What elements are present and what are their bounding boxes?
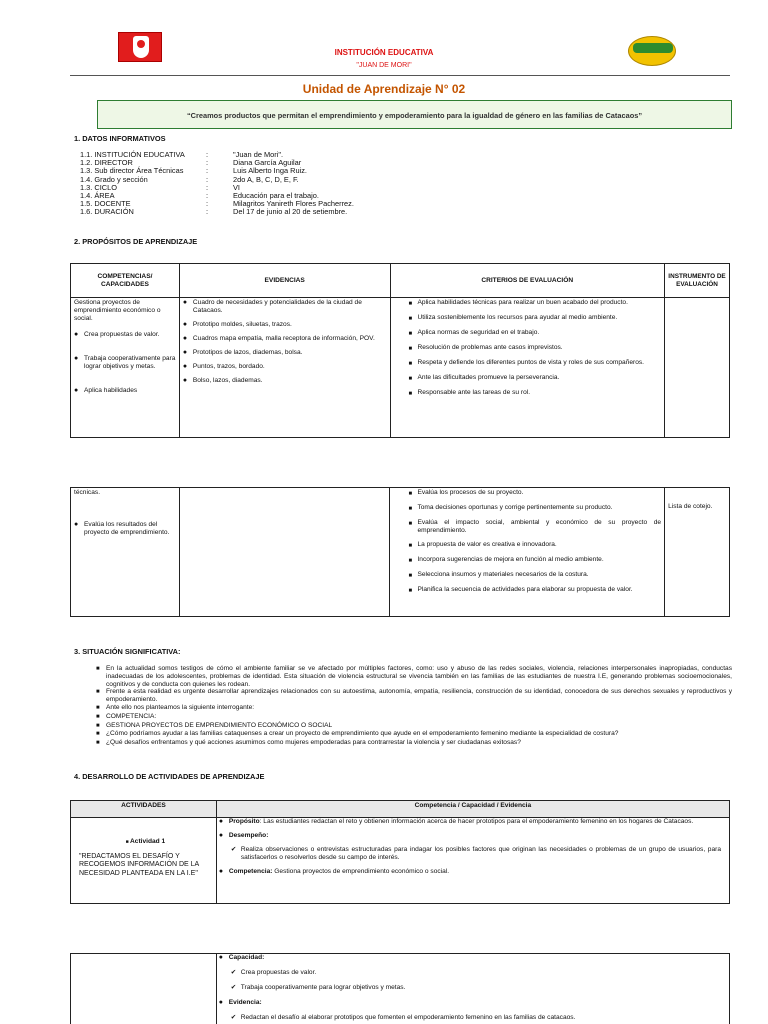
section-4-title: 4. DESARROLLO DE ACTIVIDADES DE APRENDIZAJE xyxy=(74,772,265,781)
list-item: ■ Ante ello nos planteamos la siguiente interrogante: xyxy=(96,703,255,711)
list-item: ■ La propuesta de valor es creativa e innovadora. xyxy=(408,541,557,549)
list-item: ■ Evalúa los procesos de su proyecto. xyxy=(408,489,524,497)
col-header-instrumento: INSTRUMENTO DE EVALUACIÓN xyxy=(665,264,730,298)
list-item: ■ Evalúa el impacto social, ambiental y económico de su proyecto de emprendimiento. xyxy=(408,519,662,534)
list-item: ● Evalúa los resultados del proyecto de emprendimiento. xyxy=(74,521,170,536)
activity-detail-cell xyxy=(216,818,729,904)
criterios-cell xyxy=(390,298,665,438)
data-row: 1.1. INSTITUCIÓN EDUCATIVA : "Juan de Mori". xyxy=(80,150,284,159)
header-divider xyxy=(70,75,730,76)
data-row: 1.4. Grado y sección : 2do A, B, C, D, E, F. xyxy=(80,174,299,184)
col-header-criterios: CRITERIOS DE EVALUACIÓN xyxy=(390,264,665,298)
list-item: ■ Planifica la secuencia de actividades para elaborar su propuesta de valor. xyxy=(408,586,633,594)
list-item: ● Puntos, trazos, bordado. xyxy=(182,363,265,370)
competencias-cell xyxy=(71,298,180,438)
col-header-evidencias: EVIDENCIAS xyxy=(179,264,390,298)
competencia-text: Gestiona proyectos de emprendimiento económico o social. xyxy=(74,299,161,322)
competencias-cell-continued xyxy=(71,488,180,617)
capacidad-detail: ✔ Crea propuestas de valor. xyxy=(230,969,317,976)
criterios-cell-continued xyxy=(390,488,665,617)
activity-cell xyxy=(71,818,217,904)
purposes-table-part-2 xyxy=(70,487,730,617)
activity-detail-cell-continued xyxy=(216,954,729,1024)
col-header-actividades: ACTIVIDADES xyxy=(71,801,217,818)
list-item: ■ Ante las dificultades promueve la perseverancia. xyxy=(408,374,560,382)
list-item: ● Cuadros mapa empatía, malla receptora de información, POV. xyxy=(182,335,375,342)
section-3-title: 3. SITUACIÓN SIGNIFICATIVA: xyxy=(74,647,181,656)
competencia-item: ● Competencia: Gestiona proyectos de emprendimiento económico o social. xyxy=(218,868,450,875)
list-item: ■ En la actualidad somos testigos de cómo el ambiente familiar se ve afectado por múltiples factores, como: uso y abuso de las redes sociales, violencia, relaciones interpersonales inapropiadas, conductas inadecuadas de los adolescentes, problemas de identidad. Esta situación de violencia estructural se vivencia también en las familias de las estudiantes de nuestra I.E, generando problemas socioemocionales, cognitivos y de conducta con quienes les rodean. xyxy=(96,665,732,688)
list-item: ■ Responsable ante las tareas de su rol. xyxy=(408,389,531,397)
list-item: ■ Aplica habilidades técnicas para realizar un buen acabado del producto. xyxy=(408,299,628,307)
evidencia-detail: ✔ Redactan el desafío al elaborar prototipos que fomenten el empoderamiento femenino en las familias de catacaos. xyxy=(230,1014,576,1021)
list-item: ● Bolso, lazos, diademas. xyxy=(182,377,263,384)
list-item: ● Aplica habilidades xyxy=(74,387,138,394)
school-crest-logo xyxy=(118,32,162,62)
desempeno-detail: ✔ Realiza observaciones o entrevistas estructuradas para indagar los posibles factores que originan las necesidades o problemas de un grupo de usuarios, para satisfacerlos o resolverlos desde su campo de interés. xyxy=(230,846,721,861)
unit-title: Unidad de Aprendizaje N° 02 xyxy=(302,82,466,96)
list-item: ■ ¿Qué desafíos enfrentamos y qué acciones asumimos como mujeres empoderadas para contrarrestar la violencia y ser ciudadanas exitosas? xyxy=(96,739,521,747)
list-item: ■ Frente a esta realidad es urgente desarrollar aprendizajes relacionados con su autoestima, autonomía, empatía, resiliencia, construcción de su identidad, conocedora de sus derechos sexuales y reproductivos y empoderamiento. xyxy=(96,688,732,704)
general-data-list xyxy=(80,151,354,217)
activity-title: ■ Actividad 1 xyxy=(125,838,166,845)
list-item: ■ ¿Cómo podríamos ayudar a las familias cataquenses a crear un proyecto de emprendimiento que ayude en el empoderamiento femenino mediante la especialidad de costura? xyxy=(96,730,619,738)
data-row: 1.6. DURACIÓN : Del 17 de junio al 20 de setiembre. xyxy=(80,207,348,217)
list-item: ■ COMPETENCIA: xyxy=(96,712,157,720)
list-item: ■ Respeta y defiende los diferentes puntos de vista y roles de sus compañeros. xyxy=(408,359,645,367)
data-row: 1.5. DOCENTE : Milagritos Yanireth Flores Pacherrez. xyxy=(80,199,354,209)
data-row: 1.2. DIRECTOR : Diana García Aguilar xyxy=(80,158,302,168)
section-1-title: 1. DATOS INFORMATIVOS xyxy=(74,134,166,143)
evidencia-item: ● Evidencia : xyxy=(218,999,262,1006)
purposes-table-part-1 xyxy=(70,263,730,438)
evidencias-cell xyxy=(179,298,390,438)
activities-table-part-2 xyxy=(70,953,730,1024)
desempeno-item: ● Desempeño : xyxy=(218,832,269,839)
list-item: ■ Toma decisiones oportunas y corrige pertinentemente su producto. xyxy=(408,504,613,512)
unit-motto: “Creamos productos que permitan el emprendimiento y empoderamiento para la igualdad de género en las familias de Catacaos” xyxy=(97,100,732,129)
list-item: ● Trabaja cooperativamente para lograr objetivos y metas. xyxy=(74,355,176,370)
list-item: ■ Incorpora sugerencias de mejora en función al medio ambiente. xyxy=(408,556,604,564)
capacidad-item: ● Capacidad : xyxy=(218,954,265,961)
list-item: ■ Utiliza sosteniblemente los recursos para ayudar al medio ambiente. xyxy=(408,314,618,322)
section-2-title: 2. PROPÓSITOS DE APRENDIZAJE xyxy=(74,237,198,246)
list-item: ● Cuadro de necesidades y potencialidades de la ciudad de Catacaos. xyxy=(182,299,362,314)
data-row: 1.4. ÁREA : Educación para el trabajo. xyxy=(80,190,319,200)
list-item: ■ Aplica normas de seguridad en el trabajo. xyxy=(408,329,540,337)
list-item: ● Prototipo moldes, siluetas, trazos. xyxy=(182,321,292,328)
school-name: "JUAN DE MORI" xyxy=(356,62,412,69)
evidencias-cell-continued xyxy=(179,488,390,617)
list-item: ● Prototipos de lazos, diademas, bolsa. xyxy=(182,349,303,356)
activity-cell-continued xyxy=(71,954,217,1024)
capacidad-continued-text: técnicas. xyxy=(74,489,101,496)
capacidad-detail: ✔ Trabaja cooperativamente para lograr objetivos y metas. xyxy=(230,984,406,991)
situation-list xyxy=(96,665,732,748)
data-row: 1.3. Sub director Área Técnicas : Luis Alberto Inga Ruiz. xyxy=(80,166,307,176)
list-item: ■ GESTIONA PROYECTOS DE EMPRENDIMIENTO ECONÓMICO O SOCIAL xyxy=(96,721,333,729)
proposito-item: ● Propósito: Las estudiantes redactan el reto y obtienen información acerca de hacer prototipos para el empoderamiento femenino en los hogares de Catacaos. xyxy=(218,818,694,825)
activities-table-part-1 xyxy=(70,800,730,904)
list-item: ● Crea propuestas de valor. xyxy=(74,331,160,338)
col-header-competencias: COMPETENCIAS/ CAPACIDADES xyxy=(71,264,180,298)
list-item: ■ Selecciona insumos y materiales necesarios de la costura. xyxy=(408,571,589,579)
activity-text: "REDACTAMOS EL DESAFÍO Y RECOGEMOS INFORMACIÓN DE LA NECESIDAD PLANTEADA EN LA I.E" xyxy=(79,853,199,877)
instrumento-value: Lista de cotejo. xyxy=(665,488,730,617)
instrumento-cell xyxy=(665,298,730,438)
list-item: ■ Resolución de problemas ante casos imprevistos. xyxy=(408,344,563,352)
institution-label: INSTITUCIÓN EDUCATIVA xyxy=(334,48,434,57)
data-row: 1.3. CICLO : VI xyxy=(80,182,240,192)
col-header-competencia: Competencia / Capacidad / Evidencia xyxy=(216,801,729,818)
